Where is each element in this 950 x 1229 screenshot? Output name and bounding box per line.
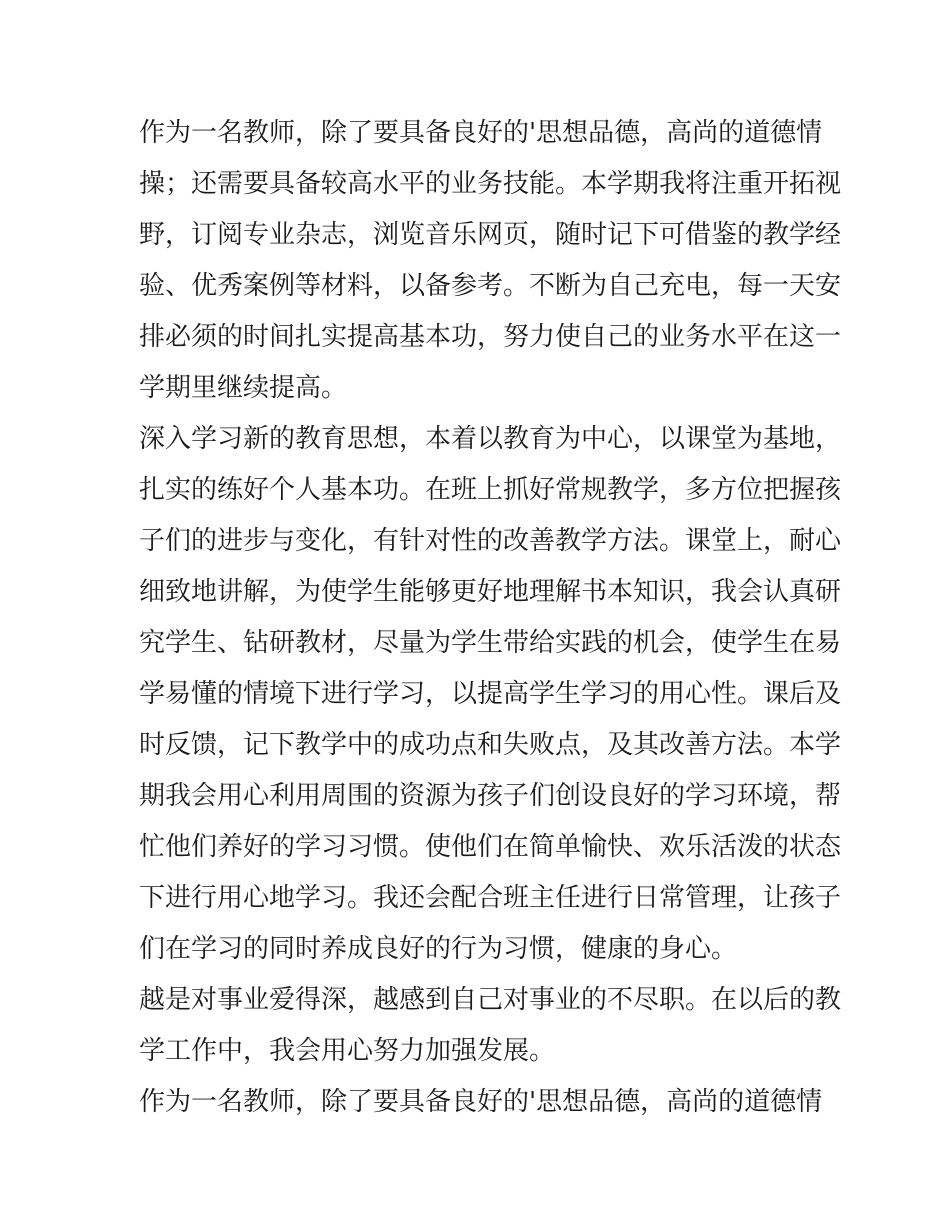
text-line: 作为一名教师，除了要具备良好的'思想品德，高尚的道德情 [139,1087,823,1117]
text-line: 野，订阅专业杂志，浏览音乐网页，随时记下可借鉴的教学经 [139,220,842,250]
text-line: 究学生、钻研教材，尽量为学生带给实践的机会，使学生在易 [139,628,842,658]
text-line: 学工作中，我会用心努力加强发展。 [139,1036,556,1066]
text-line: 扎实的练好个人基本功。在班上抓好常规教学，多方位把握孩 [139,475,842,505]
text-line: 越是对事业爱得深，越感到自己对事业的不尽职。在以后的教 [139,985,842,1015]
text-line: 深入学习新的教育思想，本着以教育为中心，以课堂为基地， [139,424,842,454]
text-line: 操；还需要具备较高水平的业务技能。本学期我将注重开拓视 [139,169,842,199]
text-line: 学易懂的情境下进行学习，以提高学生学习的用心性。课后及 [139,679,842,709]
text-line: 排必须的时间扎实提高基本功，努力使自己的业务水平在这一 [139,322,842,352]
text-line: 忙他们养好的学习习惯。使他们在简单愉快、欢乐活泼的状态 [139,832,842,862]
text-line: 时反馈，记下教学中的成功点和失败点，及其改善方法。本学 [139,730,842,760]
text-line: 下进行用心地学习。我还会配合班主任进行日常管理，让孩子 [139,883,842,913]
document-body [139,108,842,1128]
text-line: 学期里继续提高。 [139,373,348,403]
text-line: 子们的进步与变化，有针对性的改善教学方法。课堂上，耐心 [139,526,842,556]
text-line: 期我会用心利用周围的资源为孩子们创设良好的学习环境，帮 [139,781,842,811]
text-line: 作为一名教师，除了要具备良好的'思想品德，高尚的道德情 [139,118,823,148]
text-line: 们在学习的同时养成良好的行为习惯，健康的身心。 [139,934,738,964]
text-line: 细致地讲解，为使学生能够更好地理解书本知识，我会认真研 [139,577,842,607]
text-line: 验、优秀案例等材料，以备参考。不断为自己充电，每一天安 [139,271,842,301]
